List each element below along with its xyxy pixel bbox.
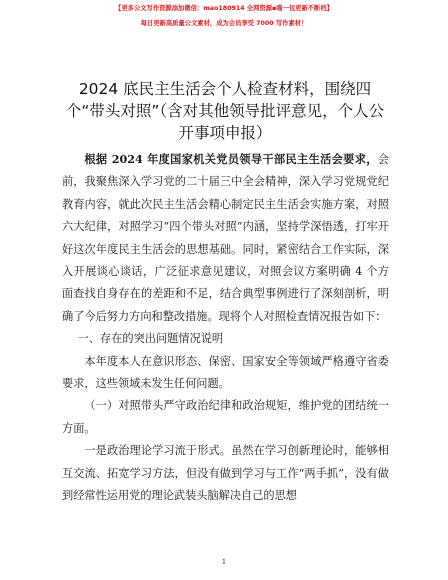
intro-lead-text: 根据 2024 年度国家机关党员领导干部民主生活会要求， xyxy=(84,152,378,166)
subsection-1-heading: （一）对照带头严守政治纪律和政治规矩，维护党的团结统一方面。 xyxy=(62,399,389,435)
page-number: 1 xyxy=(221,558,227,566)
intro-paragraph xyxy=(62,148,389,328)
intro-rest-text: 会前，我聚焦深入学习党的二十届三中全会精神，深入学习党规党纪教育内容，就此次民主生活会精心制定民主生活会实施方案，对照六大纪律，对照学习“四个带头对照”内涵，坚持学深悟透，打牢开好这次年度民主生活会的思想基础。同时，紧密结合工作实际，深入开展谈心谈话，广泛征求意见建议，对照会议方案明确 4 个方面查找自身存在的差距和不足，结合典型事例进行了深刻剖析，明确了今后努力方向和整改措施。现将个人对照检查情况报告如下： xyxy=(62,153,389,323)
section-1-heading: 一、存在的突出问题情况说明 xyxy=(77,332,224,346)
promo-header-banner xyxy=(0,4,448,28)
promo-header-line-1: 【更多公文写作资源添加微信：mao180914 全网资源▪喵一包更新不断档】 xyxy=(115,5,333,12)
document-title: 2024 底民主生活会个人检查材料，围绕四个“带头对照”（含对其他领导批评意见，个人公开事项申报） xyxy=(65,80,385,142)
section-1-paragraph: 本年度本人在意识形态、保密、国家安全等领域严格遵守省委要求，这些领域未发生任何问题。 xyxy=(62,354,389,391)
document-body xyxy=(62,148,389,508)
point-1-paragraph: 一是政治理论学习流于形式。虽然在学习创新理论时，能够相互交流、拓宽学习方法，但没有做到学习与工作“两手抓”，没有做到经常性运用党的理论武装头脑解决自己的思想 xyxy=(62,444,389,503)
promo-header-line-2: 每日更新高质量公文素材，成为会员享受 7000 写作素材！ xyxy=(140,20,308,27)
